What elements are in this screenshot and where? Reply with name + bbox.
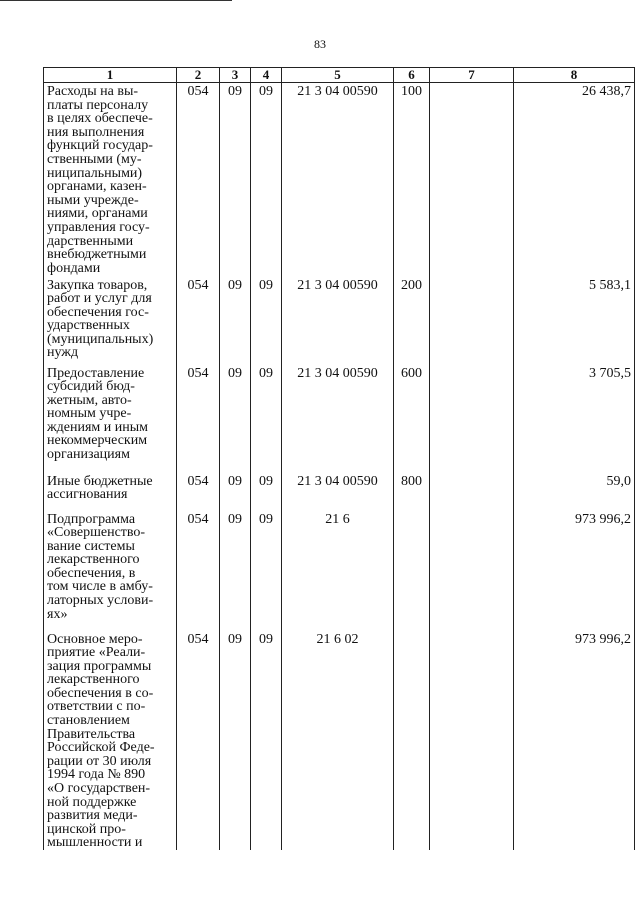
- table-row: [44, 83, 635, 277]
- row-pr: 09: [251, 473, 282, 511]
- header-row: [44, 68, 635, 83]
- header-col-2: 2: [177, 68, 220, 83]
- row-name-cell: [44, 511, 177, 631]
- row-name-cell: [44, 473, 177, 511]
- row-col7: [430, 473, 514, 511]
- row-rz: 09: [220, 473, 251, 511]
- row-pr: 09: [251, 365, 282, 473]
- row-name: Основное меро- приятие «Реали- зация программы лекарственного обеспечения в со- ответствии с по- становлением Правительства Российской Феде- рации от 30 июля 1994 года № 890 «О государствен- ной поддержке развития меди- цинской про- мышленности и: [47, 631, 155, 851]
- row-grbs: 054: [177, 631, 220, 851]
- row-name: Расходы на вы- платы персоналу в целях обеспече- ния выполнения функций государ- ственными (му- ниципальными) органами, казен- ными учрежде- ниями, органами управления госу- дарственными внебюджетными фондами: [47, 84, 153, 276]
- row-csr: 21 6: [282, 511, 394, 631]
- table-row: [44, 631, 635, 851]
- row-sum: 973 996,2: [514, 631, 635, 851]
- row-sum: 3 705,5: [514, 365, 635, 473]
- row-grbs: 054: [177, 511, 220, 631]
- row-name-cell: [44, 631, 177, 851]
- top-rule: [0, 0, 232, 1]
- header-col-1: 1: [44, 68, 177, 83]
- row-grbs: 054: [177, 277, 220, 365]
- row-sum: 59,0: [514, 473, 635, 511]
- row-rz: 09: [220, 365, 251, 473]
- row-vr: [394, 631, 430, 851]
- row-vr: 600: [394, 365, 430, 473]
- table-row: [44, 365, 635, 473]
- page-number: 83: [314, 37, 326, 51]
- header-col-4: 4: [251, 68, 282, 83]
- row-rz: 09: [220, 631, 251, 851]
- row-pr: 09: [251, 511, 282, 631]
- row-vr: 800: [394, 473, 430, 511]
- row-col7: [430, 631, 514, 851]
- row-grbs: 054: [177, 83, 220, 277]
- row-pr: 09: [251, 631, 282, 851]
- row-col7: [430, 277, 514, 365]
- table-row: [44, 473, 635, 511]
- row-name: Подпрограмма «Совершенство- вание системы лекарственного обеспечения, в том числе в амбу- латорных услови- ях»: [47, 511, 154, 622]
- row-col7: [430, 365, 514, 473]
- table-row: [44, 511, 635, 631]
- row-csr: 21 3 04 00590: [282, 365, 394, 473]
- header-col-7: 7: [430, 68, 514, 83]
- row-csr: 21 3 04 00590: [282, 83, 394, 277]
- row-grbs: 054: [177, 473, 220, 511]
- row-rz: 09: [220, 511, 251, 631]
- row-name-cell: [44, 365, 177, 473]
- row-name: Закупка товаров, работ и услуг для обеспечения гос- ударственных (муниципальных) нужд: [47, 277, 154, 361]
- budget-table: [43, 67, 635, 850]
- row-sum: 5 583,1: [514, 277, 635, 365]
- row-pr: 09: [251, 277, 282, 365]
- row-name-cell: [44, 83, 177, 277]
- row-vr: 100: [394, 83, 430, 277]
- row-name: Иные бюджетные ассигнования: [47, 473, 153, 503]
- table-header: [44, 68, 635, 83]
- row-vr: 200: [394, 277, 430, 365]
- row-sum: 26 438,7: [514, 83, 635, 277]
- row-name: Предоставление субсидий бюд- жетным, авто- номным учре- ждениям и иным некоммерческим организациям: [47, 365, 149, 463]
- header-col-3: 3: [220, 68, 251, 83]
- row-name-cell: [44, 277, 177, 365]
- row-vr: [394, 511, 430, 631]
- row-rz: 09: [220, 83, 251, 277]
- header-col-5: 5: [282, 68, 394, 83]
- row-pr: 09: [251, 83, 282, 277]
- header-col-8: 8: [514, 68, 635, 83]
- row-csr: 21 6 02: [282, 631, 394, 851]
- row-csr: 21 3 04 00590: [282, 473, 394, 511]
- row-col7: [430, 511, 514, 631]
- row-sum: 973 996,2: [514, 511, 635, 631]
- row-col7: [430, 83, 514, 277]
- row-grbs: 054: [177, 365, 220, 473]
- header-col-6: 6: [394, 68, 430, 83]
- row-csr: 21 3 04 00590: [282, 277, 394, 365]
- table-row: [44, 277, 635, 365]
- row-rz: 09: [220, 277, 251, 365]
- table-body: [44, 83, 635, 851]
